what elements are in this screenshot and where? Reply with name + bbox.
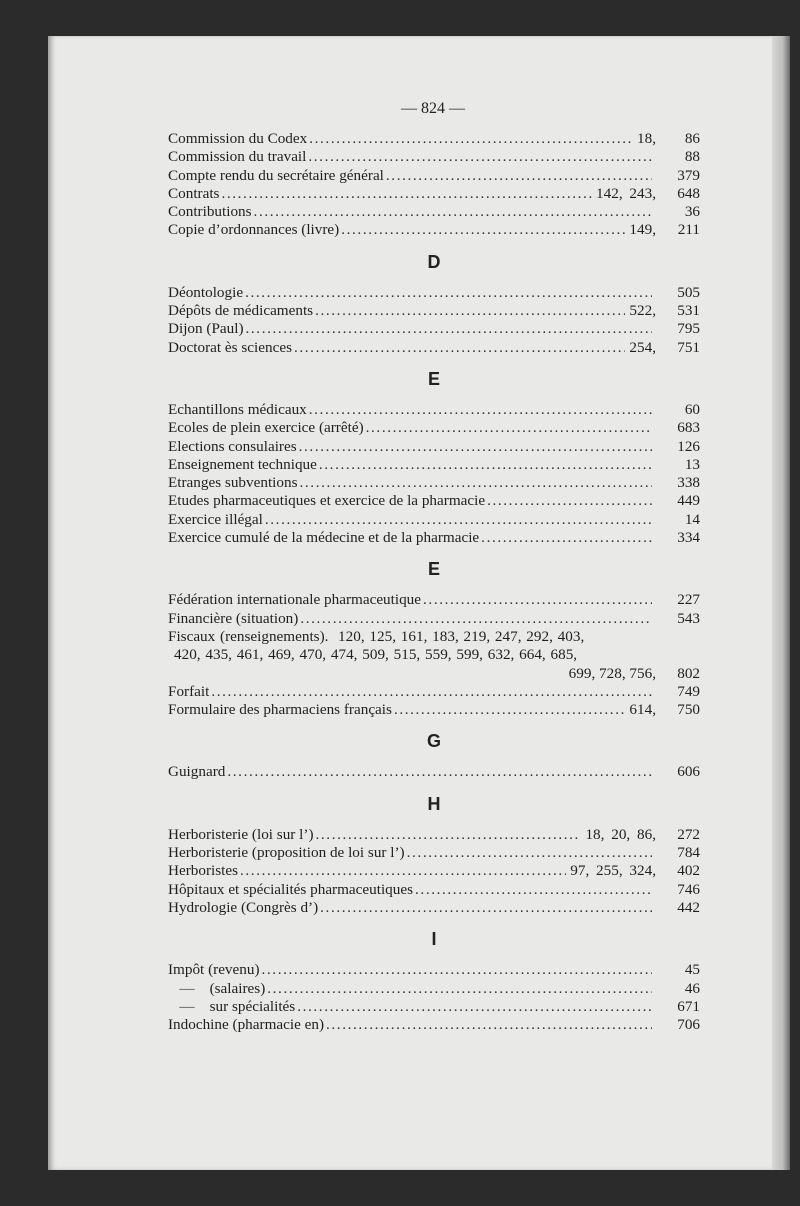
- index-entry: Herboristerie (loi sur l’) ..... 18, 20, 86, 272: [168, 826, 700, 844]
- index-entry-fiscaux: [168, 628, 700, 646]
- page-edge: [772, 36, 790, 1170]
- fiscaux-pages-line2: 420, 435, 461, 469, 470, 474, 509, 515, 559, 599, 632, 664, 685,: [174, 646, 578, 664]
- index-entry: Indochine (pharmacie en) ..... 706: [168, 1016, 700, 1034]
- index-entry: Commission du travail ..... 88: [168, 148, 700, 166]
- index-entry: Contrats ..... 142, 243, 648: [168, 185, 700, 203]
- section-letter-i: I: [431, 929, 437, 950]
- index-entry: Dijon (Paul) ..... 795: [168, 320, 700, 338]
- index-entry: Formulaire des pharmaciens français ..... 614, 750: [168, 701, 700, 719]
- section-letter-e: E: [427, 368, 440, 389]
- index-entry: Exercice illégal ..... 14: [168, 511, 700, 529]
- index-entry: — (salaires) ..... 46: [168, 980, 700, 998]
- index-section-f: [168, 591, 700, 719]
- index-section-i: [168, 961, 700, 1034]
- index-entry: Exercice cumulé de la médecine et de la pharmacie ..... 334: [168, 529, 700, 547]
- section-letter-f: E: [427, 559, 440, 580]
- index-entry: Dépôts de médicaments ..... 522, 531: [168, 302, 700, 320]
- index-entry: — sur spécialités ..... 671: [168, 998, 700, 1016]
- index-section-h: [168, 826, 700, 917]
- index-entry: Doctorat ès sciences ..... 254, 751: [168, 339, 700, 357]
- index-entry: Commission du Codex ..... 18, 86: [168, 130, 700, 148]
- index-entry: Enseignement technique ..... 13: [168, 456, 700, 474]
- section-letter-h: H: [427, 793, 441, 814]
- index-entry: Forfait ..... 749: [168, 683, 700, 701]
- index-section-e: [168, 401, 700, 547]
- index-entry: Ecoles de plein exercice (arrêté) ..... 683: [168, 419, 700, 437]
- index-entry: Impôt (revenu) ..... 45: [168, 961, 700, 979]
- index-entry: Déontologie ..... 505: [168, 284, 700, 302]
- index-entry: Etranges subventions ..... 338: [168, 474, 700, 492]
- page-number: — 824 —: [401, 100, 465, 117]
- index-entry: Herboristes ..... 97, 255, 324, 402: [168, 862, 700, 880]
- index-content: [168, 130, 700, 1034]
- index-entry: Fédération internationale pharmaceutique ..... 227: [168, 591, 700, 609]
- section-letter-d: D: [427, 251, 441, 272]
- index-entry: Hôpitaux et spécialités pharmaceutiques ..... 746: [168, 881, 700, 899]
- index-section-c: [168, 130, 700, 240]
- index-entry: Copie d’ordonnances (livre) ..... 149, 211: [168, 221, 700, 239]
- index-section-g: [168, 763, 700, 781]
- section-letter-g: G: [426, 731, 441, 752]
- index-entry: Hydrologie (Congrès d’) ..... 442: [168, 899, 700, 917]
- fiscaux-label: Fiscaux (renseignements).: [168, 627, 329, 645]
- index-entry: Contributions ..... 36: [168, 203, 700, 221]
- ditto-dash: —: [179, 997, 195, 1015]
- index-entry: Echantillons médicaux ..... 60: [168, 401, 700, 419]
- index-entry: Compte rendu du secrétaire général ..... 379: [168, 167, 700, 185]
- index-section-d: [168, 284, 700, 357]
- index-entry: Financière (situation) ..... 543: [168, 610, 700, 628]
- index-entry: Elections consulaires ..... 126: [168, 438, 700, 456]
- ditto-dash: —: [179, 979, 195, 997]
- index-entry: Etudes pharmaceutiques et exercice de la pharmacie ..... 449: [168, 492, 700, 510]
- fiscaux-pages-line1: 120, 125, 161, 183, 219, 247, 292, 403,: [338, 627, 585, 645]
- index-entry: Herboristerie (proposition de loi sur l’) ..... 784: [168, 844, 700, 862]
- index-entry: Guignard ..... 606: [168, 763, 700, 781]
- fiscaux-pages-line3: 699, 728, 756, 802: [568, 664, 700, 682]
